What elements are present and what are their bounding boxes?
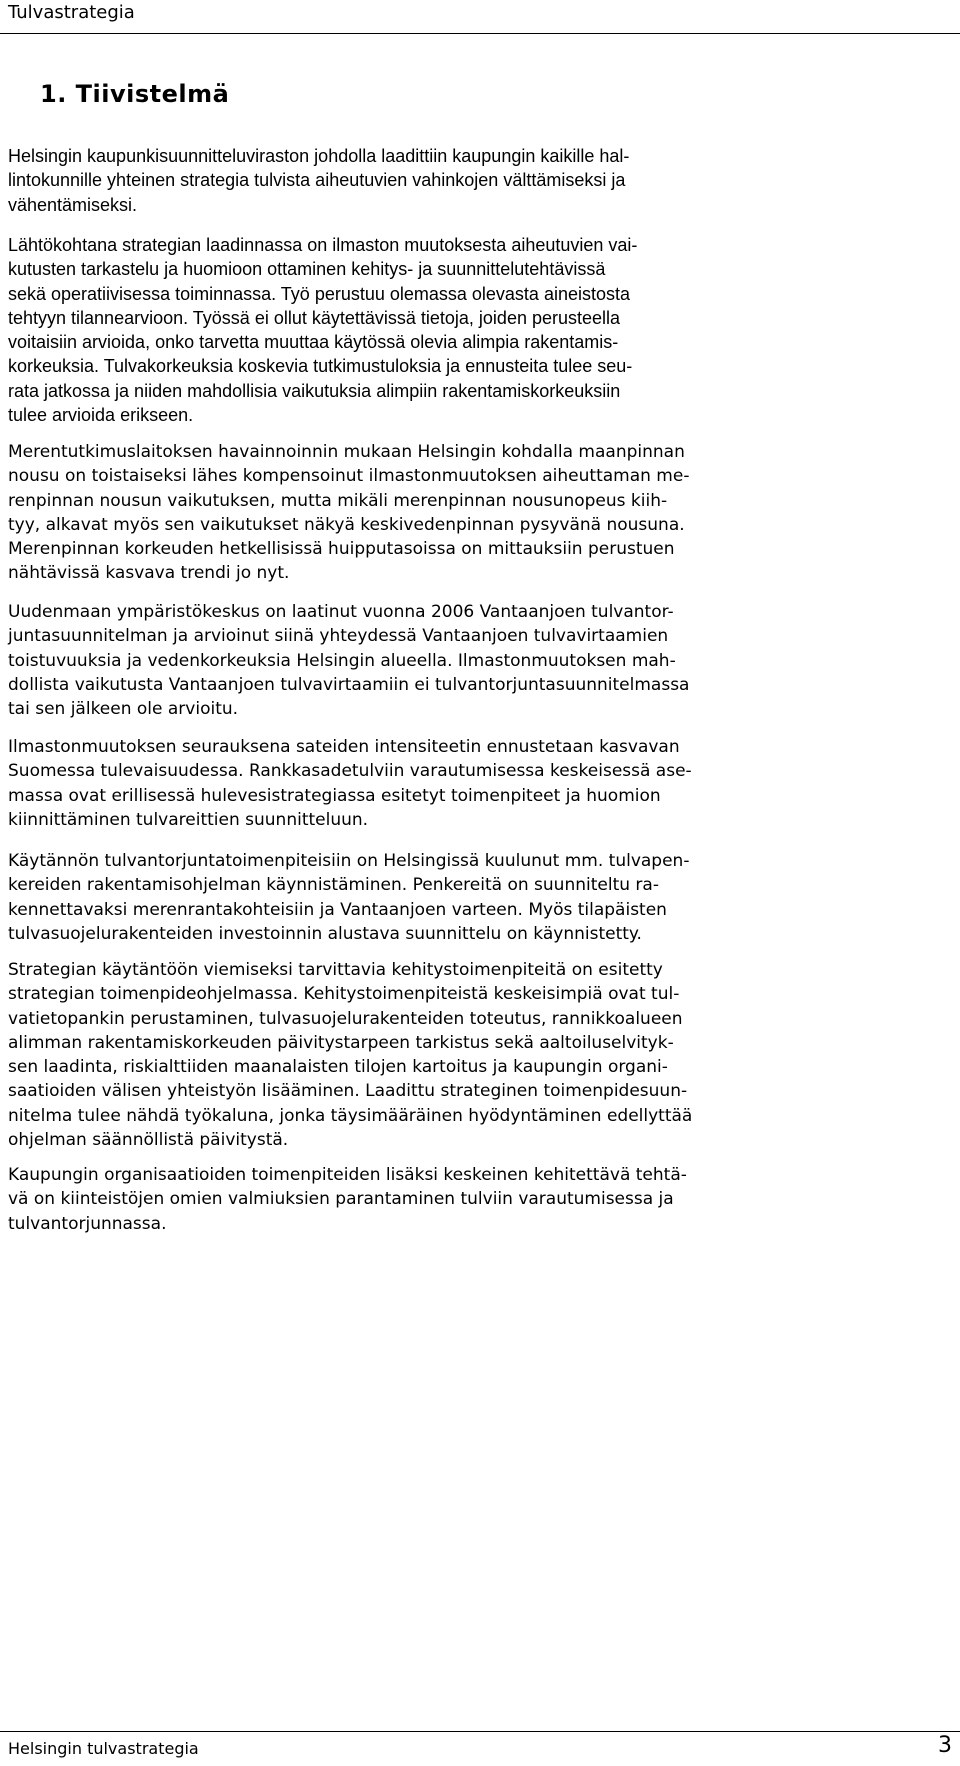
paragraph: [8, 1163, 938, 1236]
paragraph-line: Ilmastonmuutoksen seurauksena sateiden intensiteetin ennustetaan kasvavan: [8, 737, 680, 757]
paragraph-line: rata jatkossa ja niiden mahdollisia vaikutuksia alimpiin rakentamiskorkeuksiin: [8, 380, 621, 401]
paragraph-line: kereiden rakentamisohjelman käynnistäminen. Penkereitä on suunniteltu ra-: [8, 875, 659, 896]
paragraph: [8, 958, 938, 1152]
footer-divider: [0, 1731, 960, 1732]
header-divider: [0, 33, 960, 34]
running-header: Tulvastrategia: [8, 2, 135, 23]
paragraph-line: Merenpinnan korkeuden hetkellisissä huipputasoissa on mittauksiin perustuen: [8, 539, 675, 560]
footer-title: Helsingin tulvastrategia: [8, 1739, 199, 1758]
paragraph-line: tyy, alkavat myös sen vaikutukset näkyä keskivedenpinnan pysyvänä nousuna.: [8, 514, 685, 535]
paragraph-line: kiinnittäminen tulvareittien suunnitteluun.: [8, 809, 369, 830]
paragraph-line: Käytännön tulvantorjuntatoimenpiteisiin on Helsingissä kuulunut mm. tulvapen-: [8, 851, 690, 871]
paragraph-line: korkeuksia. Tulvakorkeuksia koskevia tutkimustuloksia ja ennusteita tulee seu-: [8, 356, 633, 377]
paragraph: [8, 144, 938, 217]
paragraph-line: massa ovat erillisessä hulevesistrategiassa esitetyt toimenpiteet ja huomion: [8, 785, 661, 806]
paragraph-line: nähtävissä kasvava trendi jo nyt.: [8, 563, 290, 584]
paragraph-line: toistuvuuksia ja vedenkorkeuksia Helsingin alueella. Ilmastonmuutoksen mah-: [8, 650, 676, 671]
paragraph-line: tulee arvioida erikseen.: [8, 405, 194, 426]
paragraph-line: dollista vaikutusta Vantaanjoen tulvavirtaamiin ei tulvantorjuntasuunnitelmassa: [8, 674, 690, 695]
paragraph-line: tulvasuojelurakenteiden investoinnin alustava suunnittelu on käynnistetty.: [8, 923, 642, 944]
paragraph: [8, 233, 938, 427]
paragraph-line: vatietopankin perustaminen, tulvasuojelurakenteiden toteutus, rannikkoalueen: [8, 1008, 683, 1029]
page-number: 3: [938, 1733, 952, 1758]
paragraph-line: Suomessa tulevaisuudessa. Rankkasadetulviin varautumisessa keskeisessä ase-: [8, 761, 692, 782]
paragraph-line: tehtyyn tilannearvioon. Työssä ei ollut käytettävissä tietoja, joiden perusteella: [8, 307, 621, 328]
paragraph-line: sekä operatiivisessa toiminnassa. Työ perustuu olemassa olevasta aineistosta: [8, 283, 631, 304]
paragraph: [8, 735, 938, 832]
paragraph-line: tulvantorjunnassa.: [8, 1213, 167, 1234]
paragraph: [8, 600, 938, 721]
paragraph-line: alimman rakentamiskorkeuden päivitystarpeen tarkistus sekä aaltoiluselvityk-: [8, 1032, 674, 1053]
paragraph-line: saatioiden välisen yhteistyön lisääminen. Laadittu strateginen toimenpidesuun-: [8, 1081, 688, 1102]
paragraph-line: Strategian käytäntöön viemiseksi tarvittavia kehitystoimenpiteitä on esitetty: [8, 960, 663, 980]
paragraph-line: juntasuunnitelman ja arvioinut siinä yhteydessä Vantaanjoen tulvavirtaamien: [8, 626, 669, 647]
paragraph: [8, 440, 938, 586]
paragraph-line: kutusten tarkastelu ja huomioon ottaminen kehitys- ja suunnittelutehtävissä: [8, 259, 606, 280]
paragraph-line: renpinnan nousun vaikutuksen, mutta mikäli merenpinnan nousunopeus kiih-: [8, 490, 668, 511]
paragraph-line: kennettavaksi merenrantakohteisiin ja Vantaanjoen varteen. Myös tilapäisten: [8, 899, 667, 920]
paragraph-line: voitaisiin arvioida, onko tarvetta muuttaa käytössä olevia alimpia rakentamis-: [8, 332, 619, 353]
paragraph-line: Helsingin kaupunkisuunnitteluviraston johdolla laadittiin kaupungin kaikille hal-: [8, 146, 630, 166]
paragraph-line: ohjelman säännöllistä päivitystä.: [8, 1130, 289, 1151]
paragraph-line: Uudenmaan ympäristökeskus on laatinut vuonna 2006 Vantaanjoen tulvantor-: [8, 602, 674, 622]
paragraph-line: sen laadinta, riskialttiiden maanalaisten tilojen kartoitus ja kaupungin organi-: [8, 1057, 668, 1078]
paragraph-line: nousu on toistaiseksi lähes kompensoinut ilmastonmuutoksen aiheuttaman me-: [8, 466, 690, 487]
paragraph: [8, 849, 938, 946]
paragraph-line: vä on kiinteistöjen omien valmiuksien parantaminen tulviin varautumisessa ja: [8, 1189, 674, 1210]
paragraph-line: Merentutkimuslaitoksen havainnoinnin mukaan Helsingin kohdalla maanpinnan: [8, 442, 685, 462]
paragraph-line: Lähtökohtana strategian laadinnassa on ilmaston muutoksesta aiheutuvien vai-: [8, 235, 638, 255]
paragraph-line: nitelma tulee nähdä työkaluna, jonka täysimääräinen hyödyntäminen edellyttää: [8, 1105, 693, 1126]
paragraph-line: tai sen jälkeen ole arvioitu.: [8, 699, 239, 720]
paragraph-line: vähentämiseksi.: [8, 194, 138, 215]
paragraph-line: Kaupungin organisaatioiden toimenpiteiden lisäksi keskeinen kehitettävä tehtä-: [8, 1165, 687, 1185]
section-title: 1. Tiivistelmä: [40, 80, 230, 108]
paragraph-line: lintokunnille yhteinen strategia tulvista aiheutuvien vahinkojen välttämiseksi ja: [8, 170, 626, 191]
paragraph-line: strategian toimenpideohjelmassa. Kehitystoimenpiteistä keskeisimpiä ovat tul-: [8, 984, 680, 1005]
